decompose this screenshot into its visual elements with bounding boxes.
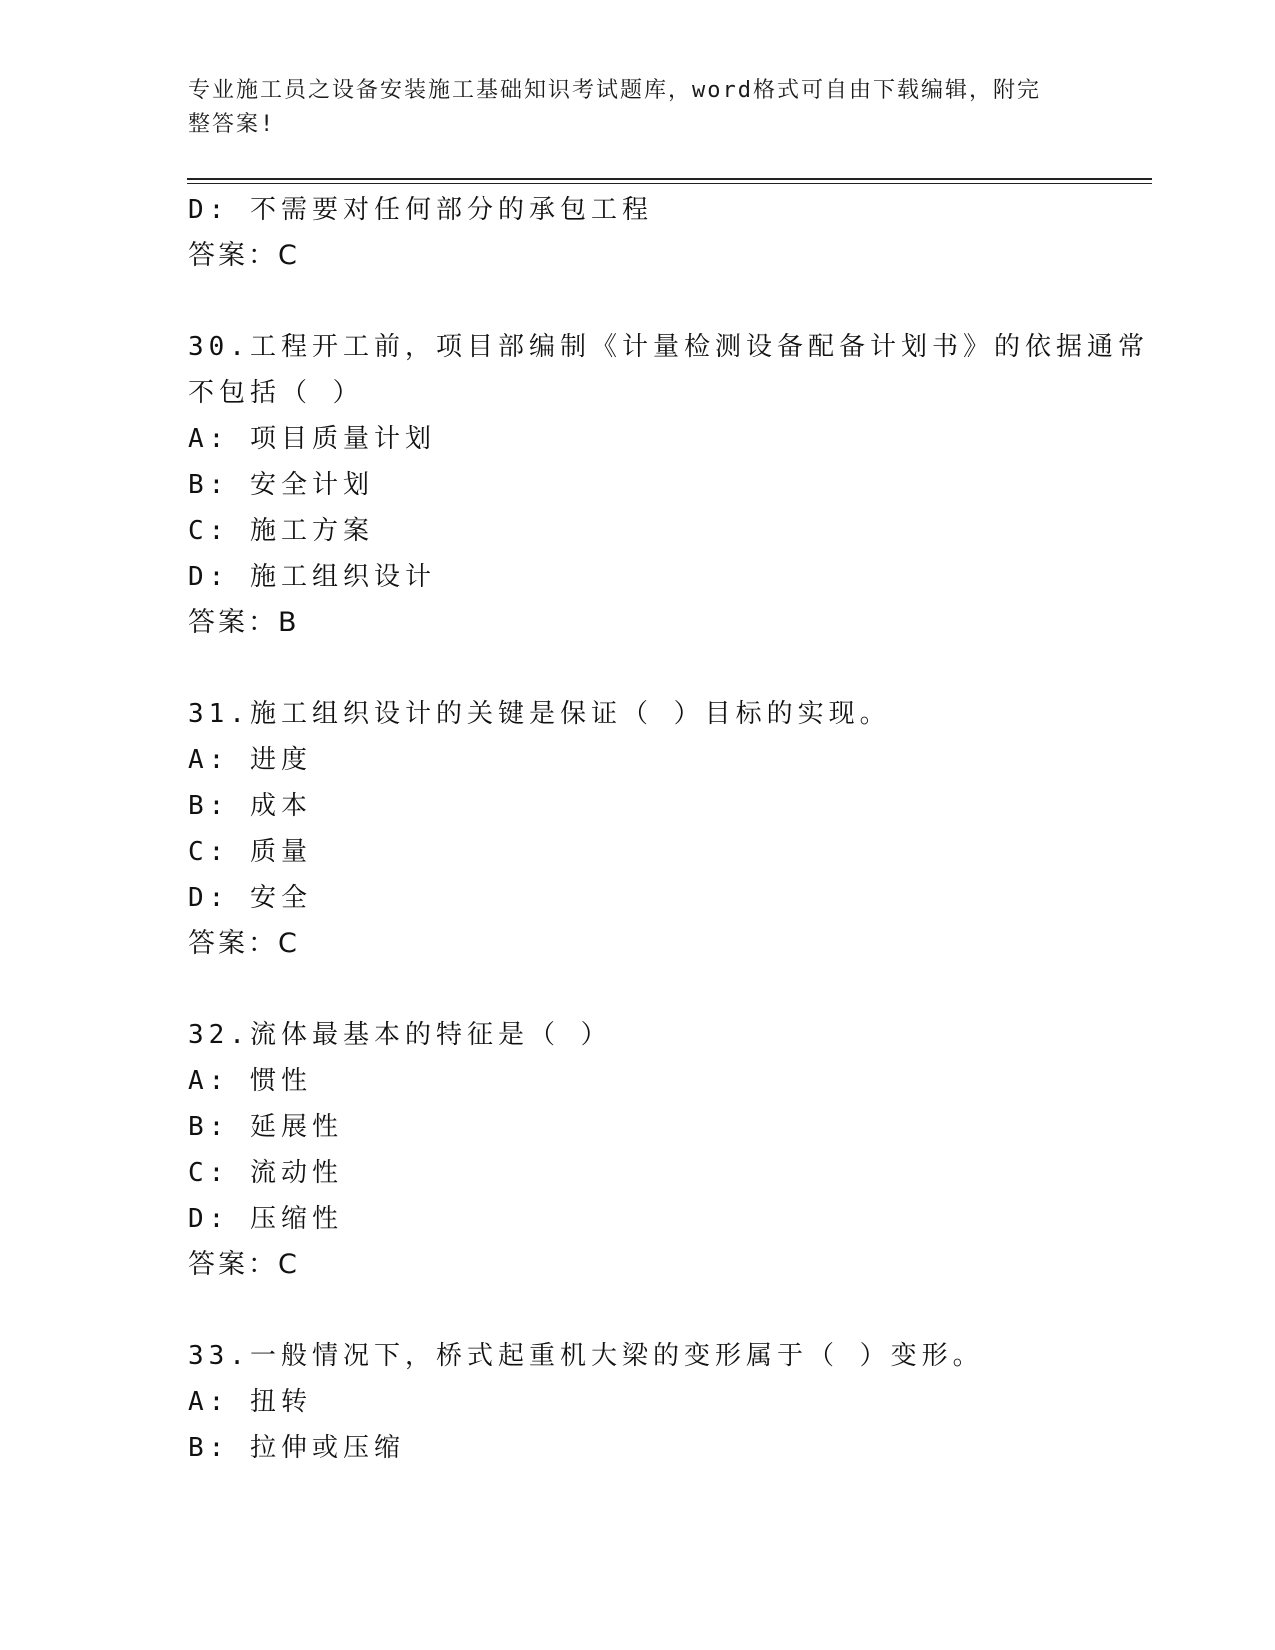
header-divider-thick xyxy=(187,178,1152,180)
option-line: B: 拉伸或压缩 xyxy=(188,1433,405,1463)
header-line-1: 专业施工员之设备安装施工基础知识考试题库，word格式可自由下载编辑，附完 xyxy=(188,78,1041,103)
option-line: B: 安全计划 xyxy=(188,470,374,500)
answer-line: 答案：C xyxy=(188,240,300,271)
option-line: D: 不需要对任何部分的承包工程 xyxy=(188,195,653,225)
option-line: A: 惯性 xyxy=(188,1066,312,1096)
document-header xyxy=(188,74,1068,142)
option-line: C: 质量 xyxy=(188,837,312,867)
question-gap xyxy=(188,646,1088,691)
option-line: A: 项目质量计划 xyxy=(188,424,436,454)
question-text: 31.施工组织设计的关键是保证（ ）目标的实现。 xyxy=(188,699,891,729)
question-text: 33.一般情况下，桥式起重机大梁的变形属于（ ）变形。 xyxy=(188,1341,984,1371)
option-line: D: 压缩性 xyxy=(188,1204,343,1234)
question-text: 不包括（ ） xyxy=(188,378,364,408)
question-text: 30.工程开工前，项目部编制《计量检测设备配备计划书》的依据通常 xyxy=(188,332,1149,362)
question-gap xyxy=(188,1288,1088,1333)
question-gap xyxy=(188,279,1088,324)
option-line: D: 安全 xyxy=(188,883,312,913)
question-text: 32.流体最基本的特征是（ ） xyxy=(188,1020,612,1050)
option-line: B: 延展性 xyxy=(188,1112,343,1142)
header-line-2: 整答案! xyxy=(188,112,276,137)
question-list xyxy=(188,187,1149,1471)
option-line: C: 施工方案 xyxy=(188,516,374,546)
option-line: C: 流动性 xyxy=(188,1158,343,1188)
answer-line: 答案：C xyxy=(188,1249,300,1280)
answer-line: 答案：C xyxy=(188,928,300,959)
option-line: B: 成本 xyxy=(188,791,312,821)
header-divider-thin xyxy=(187,183,1152,184)
option-line: A: 扭转 xyxy=(188,1387,312,1417)
answer-line: 答案：B xyxy=(188,607,300,638)
option-line: A: 进度 xyxy=(188,745,312,775)
question-gap xyxy=(188,967,1088,1012)
option-line: D: 施工组织设计 xyxy=(188,562,436,592)
